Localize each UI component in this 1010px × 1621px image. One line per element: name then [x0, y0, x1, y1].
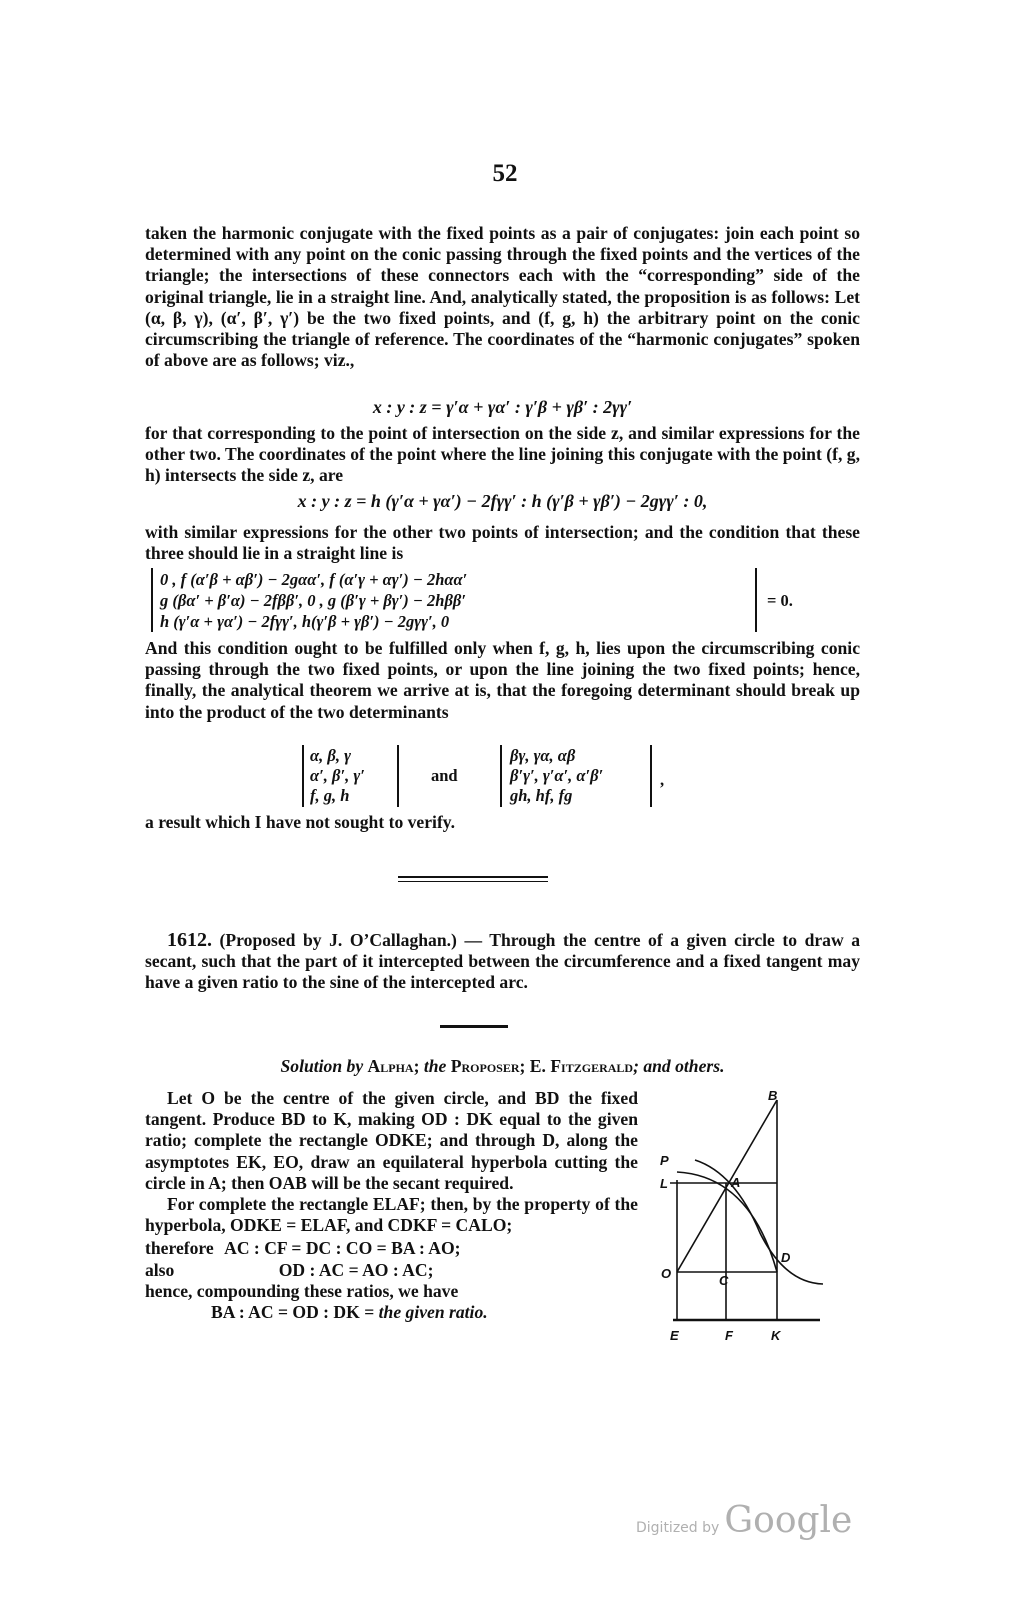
solution-alpha: Alpha [367, 1056, 414, 1076]
small-det-1-row-1: α, β, γ [310, 746, 351, 765]
label-p: P [660, 1153, 669, 1168]
solution-hence-line: hence, compounding these ratios, we have [145, 1280, 459, 1301]
watermark-prefix: Digitized by [636, 1520, 720, 1536]
small-det-1-right-bar [397, 745, 399, 807]
hyperbola [695, 1160, 823, 1284]
small-det-2-right-bar [650, 745, 652, 807]
also-label: also [145, 1259, 175, 1280]
watermark-brand: Google [724, 1500, 853, 1541]
determinant-right-bar [755, 568, 757, 632]
paragraph-2-text: for that corresponding to the point of intersection on the side z, and similar expressions for the other two. The coordinates of the point where the line joining this conjugate with the point (f, g, h) intersects the side z, are [145, 423, 860, 486]
also-equation: OD : AC = AO : AC; [278, 1259, 434, 1280]
label-f: F [725, 1328, 733, 1343]
separator-rule-bottom [398, 881, 548, 882]
secant-ob [677, 1100, 777, 1272]
watermark [636, 1500, 852, 1541]
solution-paragraph-2: For complete the rectangle ELAF; then, by the property of the hyperbola, ODKE = ELAF, and CDKF = CALO; [145, 1194, 638, 1236]
solution-the: the [423, 1056, 447, 1076]
solution-body [145, 1088, 638, 1323]
separator-rule-top [398, 876, 548, 878]
paragraph-4 [145, 638, 860, 723]
solution-sep-1: ; [413, 1056, 420, 1076]
determinant-left-bar [151, 568, 153, 632]
small-det-1-left-bar [302, 745, 304, 807]
small-det-2-row-2: β′γ′, γ′α′, α′β′ [510, 766, 604, 785]
paragraph-3-text: with similar expressions for the other two points of intersection; and the condition that these three should lie in a straight line is [145, 522, 860, 564]
label-l: L [660, 1176, 668, 1191]
solution-sep-2: ; [519, 1056, 526, 1076]
label-d: D [781, 1250, 791, 1265]
geometry-figure [655, 1088, 835, 1358]
small-det-2-left-bar [500, 745, 502, 807]
paragraph-3 [145, 522, 860, 564]
label-b: B [768, 1088, 778, 1103]
final-equation: BA : AC = OD : DK = [211, 1302, 375, 1323]
small-det-1-row-3: f, g, h [310, 786, 350, 805]
label-e: E [670, 1328, 679, 1343]
solution-also-line [145, 1260, 638, 1281]
determinant-row-1: 0 , f (α′β + αβ′) − 2gαα′, f (α′γ + αγ′) − 2hαα′ [160, 570, 468, 589]
final-tail: the given ratio. [378, 1302, 488, 1323]
paragraph-1 [145, 223, 860, 371]
and-word: and [431, 766, 458, 785]
therefore-label: therefore [145, 1238, 214, 1259]
solution-proposer: Proposer [450, 1056, 520, 1076]
determinant-row-2: g (βα′ + β′α) − 2fββ′, 0 , g (β′γ + βγ′) − 2hββ′ [160, 591, 467, 610]
paragraph-4-text: And this condition ought to be fulfilled only when f, g, h, lies upon the circumscribing conic passing through the two fixed points, or upon the line joining the two fixed points; hence, finally, the analytical theorem we arrive at is, that the foregoing determinant should break up into the product of the two determinants [145, 638, 860, 722]
solution-attribution [145, 1056, 860, 1077]
solution-final-line [145, 1302, 638, 1323]
paragraph-5 [145, 812, 860, 833]
equation-1: x : y : z = γ′α + γα′ : γ′β + γβ′ : 2γγ′ [372, 397, 633, 417]
problem-number: 1612. [167, 929, 212, 951]
small-det-1-row-2: α′, β′, γ′ [310, 766, 365, 785]
label-a: A [731, 1175, 741, 1190]
page-number: 52 [492, 160, 518, 187]
solution-fitzgerald: E. Fitzgerald [529, 1056, 634, 1076]
determinant-row-3: h (γ′α + γα′) − 2fγγ′, h(γ′β + γβ′) − 2gγγ′, 0 [160, 612, 450, 631]
solution-paragraph-1: Let O be the centre of the given circle, and BD the fixed tangent. Produce BD to K, making OD : DK equal to the given ratio; complete the rectangle ODKE; and through D, along the asymptotes EK, EO, draw an equilateral hyperbola cutting the circle in A; then OAB will be the secant required. [145, 1088, 638, 1193]
problem-proposer: (Proposed by J. O’Callaghan.) [219, 930, 457, 950]
problem-statement [145, 930, 860, 993]
short-rule [440, 1025, 508, 1028]
trailing-comma: , [660, 770, 665, 789]
small-det-2-row-1: βγ, γα, αβ [510, 746, 576, 765]
equation-2: x : y : z = h (γ′α + γα′) − 2fγγ′ : h (γ′β + γβ′) − 2gγγ′ : 0, [297, 491, 708, 511]
solution-prefix: Solution by [280, 1056, 364, 1076]
paragraph-5-text: a result which I have not sought to verify. [145, 812, 456, 832]
determinant-equals: = 0. [767, 591, 793, 610]
label-k: K [771, 1328, 781, 1343]
solution-therefore-line [145, 1238, 638, 1259]
label-o: O [661, 1266, 672, 1281]
solution-suffix: ; and others. [633, 1056, 725, 1076]
paragraph-2 [145, 423, 860, 487]
therefore-equation: AC : CF = DC : CO = BA : AO; [224, 1238, 461, 1259]
label-c: C [719, 1273, 729, 1288]
paragraph-1-text: taken the harmonic conjugate with the fixed points as a pair of conjugates: join each point so determined with any point on the conic passing through the fixed points and the vertices of the triangle; the intersections of these connectors each with the “corresponding” side of the original triangle, lie in a straight line. And, analytically stated, the proposition is as follows: Let (α, β, γ), (α′, β′, γ′) be the two fixed points, and (f, g, h) the arbitrary point on the conic circumscribing the triangle of reference. The coordinates of the “harmonic conjugates” spoken of above are as follows; viz., [145, 223, 860, 371]
problem-text: — Through the centre of a given circle to draw a secant, such that the part of it intercepted between the circumference and a fixed tangent may have a given ratio to the sine of the intercepted arc. [145, 930, 861, 992]
small-det-2-row-3: gh, hf, fg [510, 786, 573, 805]
